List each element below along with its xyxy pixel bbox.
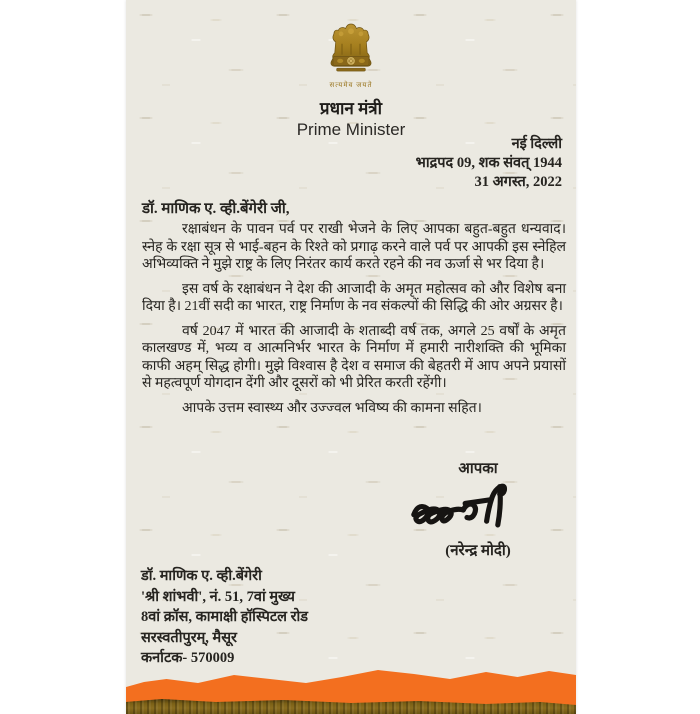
body-paragraph-3: वर्ष 2047 में भारत की आजादी के शताब्दी वर्ष तक, अगले 25 वर्षों के अमृत कालखण्ड में, भव्य व आत्मनिर्भर भारत के निर्माण में हमारी नारीशक्ति की भूमिका काफी अहम् सिद्ध होगी। मुझे विश्वास है देश व समाज की बेहतरी में आप अपने प्रयासों से महत्वपूर्ण योगदान देंगी और दूसरों को भी प्रेरित करती रहेंगी। (142, 323, 566, 391)
address-line: 'श्री शांभवी', नं. 51, 7वां मुख्य (141, 588, 295, 605)
dateline-gregorian-date: 31 अगस्त, 2022 (474, 174, 562, 190)
salutation: डॉ. माणिक ए. व्ही.बेंगेरी जी, (142, 201, 290, 217)
closing-block (398, 458, 558, 560)
recipient-address (141, 566, 308, 669)
letter-body (142, 221, 566, 424)
address-line: डॉ. माणिक ए. व्ही.बेंगेरी (141, 568, 262, 584)
address-line: सरस्वतीपुरम्, मैसूर (141, 629, 237, 646)
address-line: कर्नाटक- 570009 (141, 650, 235, 666)
dateline-saka-date: भाद्रपद 09, शक संवत् 1944 (415, 155, 562, 171)
ashoka-emblem-icon (324, 22, 378, 80)
address-line: 8वां क्रॉस, कामाक्षी हॉस्पिटल रोड (141, 609, 309, 625)
letterhead-title-english: Prime Minister (296, 120, 406, 139)
emblem-motto: सत्यमेव जयते (329, 81, 373, 89)
body-paragraph-2: इस वर्ष के रक्षाबंधन ने देश की आजादी के अमृत महोत्सव को और विशेष बना दिया है। 21वीं सदी का भारत, राष्ट्र निर्माण के नव संकल्पों की सिद्धि की ओर अग्रसर है। (142, 281, 566, 314)
signatory-name: (नरेन्द्र मोदी) (445, 543, 511, 559)
signature-icon (406, 482, 528, 538)
letterhead (126, 22, 576, 140)
dateline-place: नई दिल्ली (511, 136, 562, 152)
body-paragraph-1: रक्षाबंधन के पावन पर्व पर राखी भेजने के लिए आपका बहुत-बहुत धन्यवाद। स्नेह के रक्षा सूत्र से भाई-बहन के रिश्ते को प्रगाढ़ करने वाले पर्व पर आपकी इस स्नेहिल अभिव्यक्ति ने मुझे राष्ट्र के लिए निरंतर कार्य करते रहने की नव ऊर्जा से भर दिया है। (142, 222, 566, 272)
valediction: आपका (458, 461, 498, 477)
dateline (416, 135, 562, 192)
body-paragraph-4: आपके उत्तम स्वास्थ्य और उज्ज्वल भविष्य की कामना सहित। (182, 400, 482, 416)
letter-photo (126, 0, 576, 714)
letterhead-title-hindi: प्रधान मंत्री (319, 99, 383, 118)
